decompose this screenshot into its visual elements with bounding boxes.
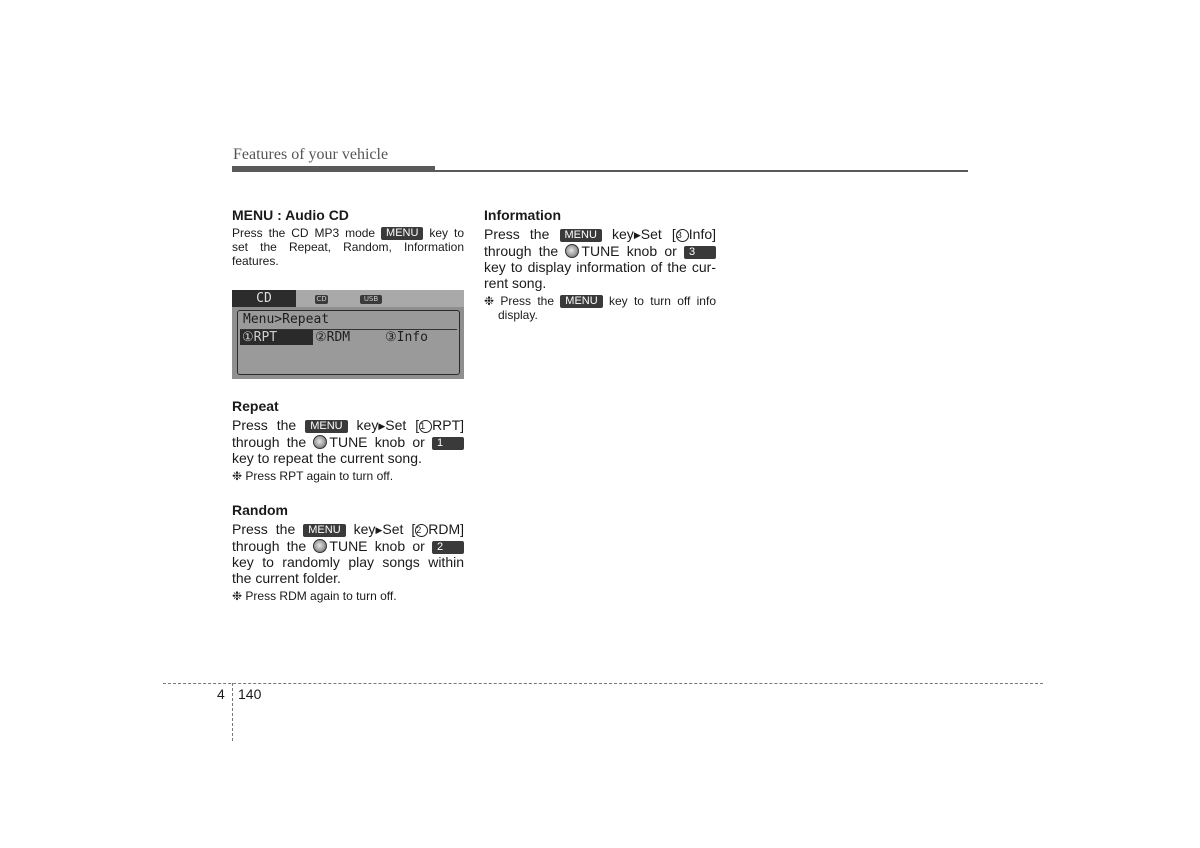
repeat-key-set (357, 417, 464, 433)
triangle-right-icon: ▶ (375, 525, 383, 535)
lcd-option-info: ③Info (385, 330, 428, 345)
random-tune-text: TUNE knob or (329, 538, 425, 554)
header-rule-thick (232, 166, 435, 172)
circled-2-icon: 2 (415, 524, 428, 537)
info-tune (565, 243, 676, 259)
repeat-tune-text: TUNE knob or (329, 434, 425, 450)
intro-text-pre: Press the CD MP3 mode (232, 226, 376, 240)
info-note-post: key to turn off info (608, 294, 716, 308)
info-through-text: through the (484, 243, 559, 259)
random-tune (313, 538, 424, 554)
random-line1 (232, 521, 464, 538)
repeat-section (232, 397, 464, 483)
preset-key-3-icon: 3 (684, 246, 716, 259)
info-text: Press the (484, 226, 550, 242)
menu-key-icon: MENU (560, 295, 602, 308)
repeat-note: ❉ Press RPT again to turn off. (232, 469, 394, 483)
lcd-display-image (232, 290, 464, 379)
circled-3-icon: 3 (676, 229, 689, 242)
random-key-set (354, 521, 464, 537)
info-note-line2: display. (498, 308, 538, 322)
random-rdm-text: RDM] (428, 521, 465, 537)
repeat-set-text: Set [ (385, 417, 420, 433)
intro-text-line2: set the Repeat, Random, Information (232, 240, 464, 254)
lcd-cd-indicator: CD (316, 295, 327, 303)
menu-key-icon: MENU (303, 524, 345, 537)
circled-1-icon: 1 (419, 420, 432, 433)
repeat-rpt-text: RPT] (432, 417, 465, 433)
info-note (484, 294, 716, 322)
info-line4: rent song. (484, 275, 547, 291)
tune-knob-icon (313, 435, 327, 449)
lcd-menu-title: Menu>Repeat (243, 312, 330, 327)
header-rule-thin (435, 170, 968, 172)
lcd-option-rdm: ②RDM (315, 330, 351, 345)
information-heading: Information (484, 207, 561, 223)
random-set-text: Set [ (382, 521, 416, 537)
repeat-line1 (232, 417, 464, 434)
preset-key-1-icon: 1 (432, 437, 464, 450)
random-through-text: through the (232, 538, 307, 554)
repeat-text: Press the (232, 417, 297, 433)
info-info-text: Info] (688, 226, 717, 242)
repeat-heading: Repeat (232, 398, 279, 414)
intro-text-post: key to (429, 226, 464, 240)
info-key-set (612, 226, 716, 242)
repeat-key-text: key (356, 417, 379, 433)
lcd-option-rpt: ①RPT (240, 330, 313, 345)
tune-knob-icon (313, 539, 327, 553)
random-key-text: key (353, 521, 376, 537)
random-line2 (232, 538, 464, 554)
random-heading: Random (232, 502, 288, 518)
intro-text-line3: features. (232, 254, 279, 268)
preset-key-2-icon: 2 (432, 541, 464, 554)
section-header: Features of your vehicle (233, 146, 389, 163)
info-key-text: key (612, 226, 634, 242)
tune-knob-icon (565, 244, 579, 258)
triangle-right-icon: ▶ (378, 421, 386, 431)
menu-key-icon: MENU (560, 229, 602, 242)
menu-audio-cd-intro (232, 226, 464, 268)
page-number: 140 (238, 686, 262, 702)
repeat-line3: key to repeat the current song. (232, 450, 422, 466)
random-line4: the current folder. (232, 570, 341, 586)
menu-audio-cd-heading: MENU : Audio CD (232, 207, 349, 223)
random-note: ❉ Press RDM again to turn off. (232, 589, 397, 603)
menu-key-icon: MENU (381, 227, 423, 240)
footer-dashed-rule (163, 683, 1043, 684)
info-set-text: Set [ (640, 226, 676, 242)
left-column (232, 206, 464, 603)
middle-column (484, 206, 716, 322)
repeat-through-text: through the (232, 434, 307, 450)
footer-vertical-rule (232, 683, 233, 741)
info-tune-text: TUNE knob or (581, 243, 677, 259)
repeat-tune (313, 434, 424, 450)
lcd-usb-indicator: USB (360, 295, 382, 304)
chapter-number: 4 (217, 686, 225, 702)
lcd-cd-tab: CD (232, 290, 296, 307)
triangle-right-icon: ▶ (633, 230, 641, 240)
info-line1 (484, 226, 716, 243)
random-line3: key to randomly play songs within (232, 554, 464, 570)
random-section (232, 501, 464, 603)
repeat-line2 (232, 434, 464, 450)
lcd-menu-panel (237, 310, 460, 375)
random-text: Press the (232, 521, 296, 537)
info-line3: key to display information of the cur- (484, 259, 716, 275)
menu-key-icon: MENU (305, 420, 347, 433)
info-note-pre: ❉ Press the (484, 294, 554, 308)
info-line2 (484, 243, 716, 259)
